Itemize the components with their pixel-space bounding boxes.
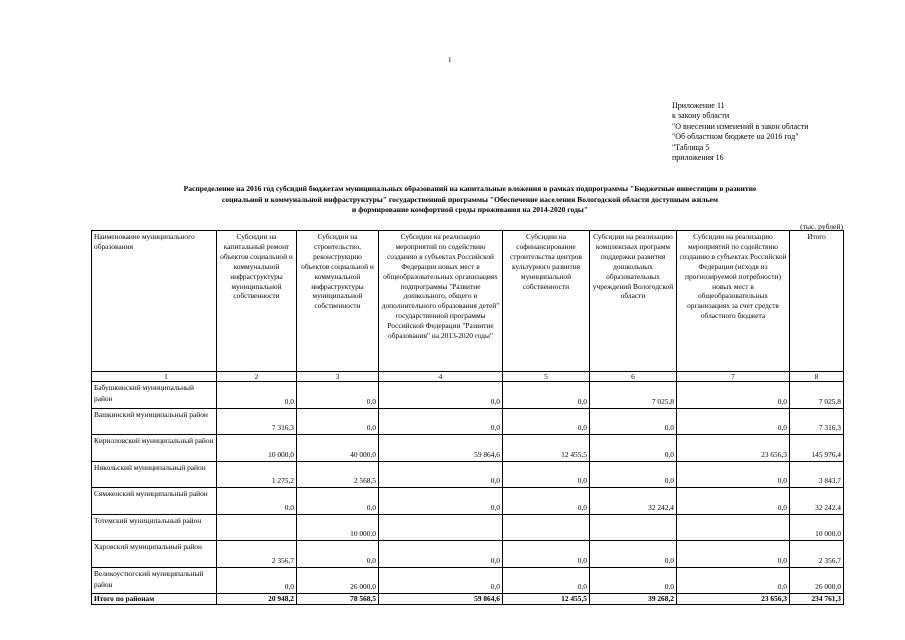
table-cell: 32 242,4 [590, 488, 677, 515]
table-cell: 7 025,8 [590, 382, 677, 409]
subsidy-table [91, 230, 844, 605]
table-cell: 0,0 [677, 382, 790, 409]
row-total: 26 000,0 [790, 567, 844, 594]
row-total: 7 316,3 [790, 408, 844, 435]
appendix-line: Приложение 11 [672, 101, 725, 110]
table-cell: 0,0 [590, 408, 677, 435]
column-header: Субсидии на реализацию комплексных программ поддержки развития дошкольных образовательных учреждений Вологодской области [590, 231, 677, 372]
table-cell: 23 656,3 [677, 435, 790, 462]
column-number: 1 [92, 372, 217, 382]
district-name: Никольский муниципальный район [92, 461, 217, 488]
district-name: Великоустюгский муниципальный район [92, 567, 217, 594]
column-number: 2 [217, 372, 297, 382]
column-header: Субсидии на строительство, реконструкцию объектов социальной и коммунальной инфраструктуры муниципальной собственности [297, 231, 379, 372]
title-line: Распределение на 2016 год субсидий бюджетам муниципальных образований на капитальные вложения в рамках подпрограммы "Бюджетные инвестиции в развитие [183, 184, 757, 193]
table-cell: 40 000,0 [297, 435, 379, 462]
table-cell: 10 000,0 [297, 514, 379, 541]
table-cell: 0,0 [677, 488, 790, 515]
table-cell: 0,0 [503, 461, 590, 488]
table-row [92, 408, 844, 435]
table-cell: 0,0 [590, 461, 677, 488]
table-cell: 0,0 [590, 435, 677, 462]
table-cell [677, 514, 790, 541]
table-cell: 0,0 [379, 488, 503, 515]
total-row [92, 594, 844, 605]
column-number: 4 [379, 372, 503, 382]
row-total: 3 843,7 [790, 461, 844, 488]
total-cell: 78 568,5 [297, 594, 379, 605]
table-row [92, 382, 844, 409]
grand-total: 234 761,3 [790, 594, 844, 605]
district-name: Тотемский муниципальный район [92, 514, 217, 541]
units-label: (тыс. рублей) [800, 222, 843, 231]
table-cell: 0,0 [503, 567, 590, 594]
row-total: 7 025,8 [790, 382, 844, 409]
table-cell: 0,0 [217, 567, 297, 594]
column-number-row [92, 372, 844, 382]
appendix-line: "О внесении изменений в закон области [672, 121, 809, 131]
column-number: 8 [790, 372, 844, 382]
district-name: Сямженский муниципальный район [92, 488, 217, 515]
table-cell: 59 864,6 [379, 435, 503, 462]
table-cell: 0,0 [677, 461, 790, 488]
table-cell: 0,0 [677, 541, 790, 568]
table-cell: 0,0 [503, 382, 590, 409]
appendix-line: "Таблица 5 [672, 142, 710, 152]
appendix-note [672, 101, 809, 163]
total-cell: 23 656,3 [677, 594, 790, 605]
appendix-line: "Об областном бюджете на 2016 год" [672, 132, 799, 142]
table-cell: 2 568,5 [297, 461, 379, 488]
column-header: Субсидии на реализацию мероприятий по содействию созданию в субъектах Российской Федерации новых мест в общеобразовательных организациях подпрограммы "Развитие дошкольного, общего и дополнительного образования детей" государственной программы Российской Федерации "Развитие образования" на 2013-2020 годы" [379, 231, 503, 372]
table-row [92, 541, 844, 568]
column-number: 7 [677, 372, 790, 382]
table-cell [503, 514, 590, 541]
table-cell: 0,0 [297, 541, 379, 568]
table-cell: 1 275,2 [217, 461, 297, 488]
table-cell: 0,0 [503, 488, 590, 515]
column-header: Субсидии на софинансирование строительства центров культурного развития муниципальной собственности [503, 231, 590, 372]
appendix-line: к закону области [672, 111, 730, 121]
appendix-line: приложения 16 [672, 153, 724, 163]
district-name: Харовский муниципальный район [92, 541, 217, 568]
district-name: Вашкинский муниципальный район [92, 408, 217, 435]
table-cell: 0,0 [677, 567, 790, 594]
document-title [120, 184, 820, 216]
table-cell [590, 514, 677, 541]
column-number: 3 [297, 372, 379, 382]
title-line: социальной и коммунальной инфраструктуры" государственной программы "Обеспечение населения Вологодской области доступным жильем [221, 194, 719, 204]
table-cell: 0,0 [590, 567, 677, 594]
header-row [92, 231, 844, 372]
table-cell: 0,0 [677, 408, 790, 435]
table-cell [217, 514, 297, 541]
table-cell: 0,0 [590, 541, 677, 568]
table-cell [379, 514, 503, 541]
total-cell: 39 268,2 [590, 594, 677, 605]
column-header: Субсидии на реализацию мероприятий по содействию созданию в субъектах Российской Федерации (исходя из прогнозируемой потребности) новых мест в общеобразовательных организациях за счет средств областного бюджета [677, 231, 790, 372]
table-cell: 7 316,3 [217, 408, 297, 435]
total-label: Итого по районам [92, 594, 217, 605]
table-cell: 0,0 [217, 382, 297, 409]
column-header: Наименование муниципального образования [92, 231, 217, 372]
row-total: 2 356,7 [790, 541, 844, 568]
table-cell: 0,0 [503, 408, 590, 435]
table-row [92, 488, 844, 515]
table-cell: 0,0 [379, 408, 503, 435]
title-line: и формирование комфортной среды проживания на 2014-2020 годы" [351, 205, 589, 214]
table-cell: 2 356,7 [217, 541, 297, 568]
row-total: 32 242,4 [790, 488, 844, 515]
table-row [92, 435, 844, 462]
column-number: 5 [503, 372, 590, 382]
table-row [92, 514, 844, 541]
table-row [92, 461, 844, 488]
district-name: Кирилловский муниципальный район [92, 435, 217, 462]
column-header: Итого [790, 231, 844, 372]
district-name: Бабушкинский муниципальный район [92, 382, 217, 409]
table-cell: 0,0 [297, 382, 379, 409]
row-total: 10 000,0 [790, 514, 844, 541]
row-total: 145 976,4 [790, 435, 844, 462]
column-header: Субсидии на капитальный ремонт объектов социальной и коммунальной инфраструктуры муниципальной собственности [217, 231, 297, 372]
table-cell: 0,0 [503, 541, 590, 568]
table-cell: 0,0 [297, 488, 379, 515]
page-mark: 1 [448, 56, 452, 64]
total-cell: 12 455,5 [503, 594, 590, 605]
total-cell: 59 864,6 [379, 594, 503, 605]
table-row [92, 567, 844, 594]
table-cell: 0,0 [297, 408, 379, 435]
table-cell: 0,0 [379, 567, 503, 594]
table-cell: 0,0 [379, 461, 503, 488]
table-cell: 26 000,0 [297, 567, 379, 594]
table-cell: 0,0 [379, 541, 503, 568]
table-cell: 0,0 [217, 488, 297, 515]
column-number: 6 [590, 372, 677, 382]
table-cell: 10 000,0 [217, 435, 297, 462]
table-cell: 12 455,5 [503, 435, 590, 462]
table-cell: 0,0 [379, 382, 503, 409]
total-cell: 20 948,2 [217, 594, 297, 605]
